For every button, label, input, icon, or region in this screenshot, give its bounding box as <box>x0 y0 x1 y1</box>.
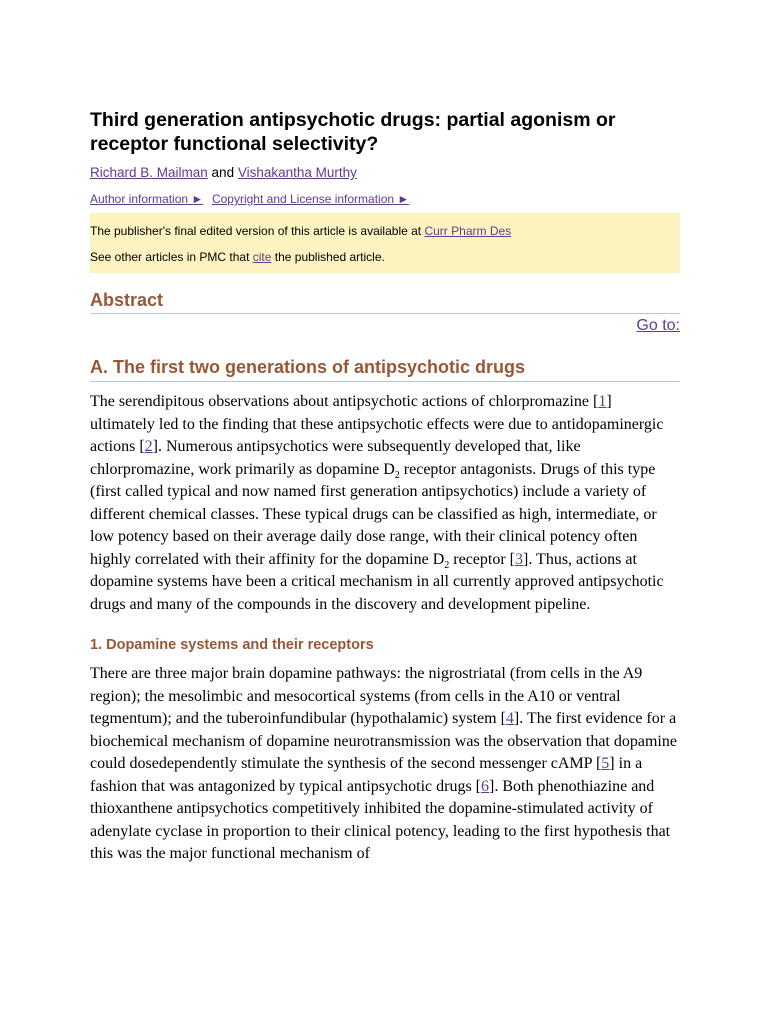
cite-link[interactable]: cite <box>252 250 272 264</box>
article-title: Third generation antipsychotic drugs: partial agonism or receptor functional selectivity? <box>90 109 616 155</box>
subscript: 2 <box>444 559 450 571</box>
meta-links <box>90 191 680 207</box>
article-content <box>90 108 680 866</box>
para-text: receptor [ <box>449 550 515 568</box>
para-text: ]. Thus, actions at dopamine systems have been a critical mechanism in all currently approved antipsychotic drugs and many of the compounds in the discovery and development pipeline. <box>90 550 664 613</box>
author-information-toggle[interactable]: Author information ► <box>90 192 204 206</box>
subscript: 2 <box>394 469 400 481</box>
notice-text: The publisher's final edited version of this article is available at <box>90 224 425 238</box>
ref-link-4[interactable]: 4 <box>505 710 514 727</box>
para-text: ]. Both phenothiazine and thioxanthene antipsychotics competitively inhibited the dopamine-stimulated activity of adenylate cyclase in proportion to their clinical potency, leading to the first hypothesis that this was the major functional mechanism of <box>90 777 671 862</box>
ref-link-5[interactable]: 5 <box>601 755 610 772</box>
para-text: ] in a fashion that was antagonized by typical antipsychotic drugs [ <box>90 755 643 795</box>
notice-text: See other articles in PMC that <box>90 250 253 264</box>
publisher-version-line <box>90 218 680 244</box>
ref-link-3[interactable]: 3 <box>515 550 523 568</box>
para-text: ]. Numerous antipsychotics were subsequently developed that, like chlorpromazine, work primarily as dopamine D <box>90 438 581 478</box>
author-link-murthy[interactable]: Vishakantha Murthy <box>237 165 357 180</box>
section-a-heading: A. The first two generations of antipsychotic drugs <box>90 356 680 382</box>
para-text: ] ultimately led to the finding that these antipsychotic effects were due to antidopaminergic actions [ <box>90 393 664 455</box>
para-text: There are three major brain dopamine pathways: the nigrostriatal (from cells in the A9 region); the mesolimbic and mesocortical systems (from cells in the A10 or ventral tegmentum); and the tuberoinfundibular (hypothalamic) system [ <box>90 665 643 727</box>
citing-articles-line <box>90 244 680 270</box>
ref-link-2[interactable]: 2 <box>144 438 153 455</box>
journal-link[interactable]: Curr Pharm Des <box>424 224 512 238</box>
ref-link-1[interactable]: 1 <box>598 393 607 410</box>
publisher-notice <box>90 213 680 273</box>
author-conjunction: and <box>207 165 238 180</box>
copyright-license-toggle[interactable]: Copyright and License information ► <box>211 192 410 206</box>
para-text: receptor antagonists. Drugs of this type (first called typical and now named first generation antipsychotics) include a variety of different chemical classes. These typical drugs can be classified as high, intermediate, or low potency based on their average daily dose range, with their clinical potency often highly correlated with their affinity for the dopamine D <box>90 460 657 568</box>
para-text: The serendipitous observations about antipsychotic actions of chlorpromazine [ <box>90 393 599 410</box>
body-paragraph-1 <box>90 391 680 616</box>
body-paragraph-2 <box>90 663 680 866</box>
notice-text: the published article. <box>271 250 385 264</box>
subsection-1-heading: 1. Dopamine systems and their receptors <box>90 637 374 653</box>
author-list <box>90 164 680 182</box>
abstract-heading: Abstract <box>90 289 680 314</box>
ref-link-6[interactable]: 6 <box>481 777 490 795</box>
author-link-mailman[interactable]: Richard B. Mailman <box>90 165 208 180</box>
goto-link[interactable]: Go to: <box>636 317 680 334</box>
goto-menu <box>90 316 680 336</box>
para-text: ]. The first evidence for a biochemical mechanism of dopamine neurotransmission was the observation that dopamine could dosedependently stimulate the synthesis of the second messenger cAMP [ <box>90 710 677 772</box>
